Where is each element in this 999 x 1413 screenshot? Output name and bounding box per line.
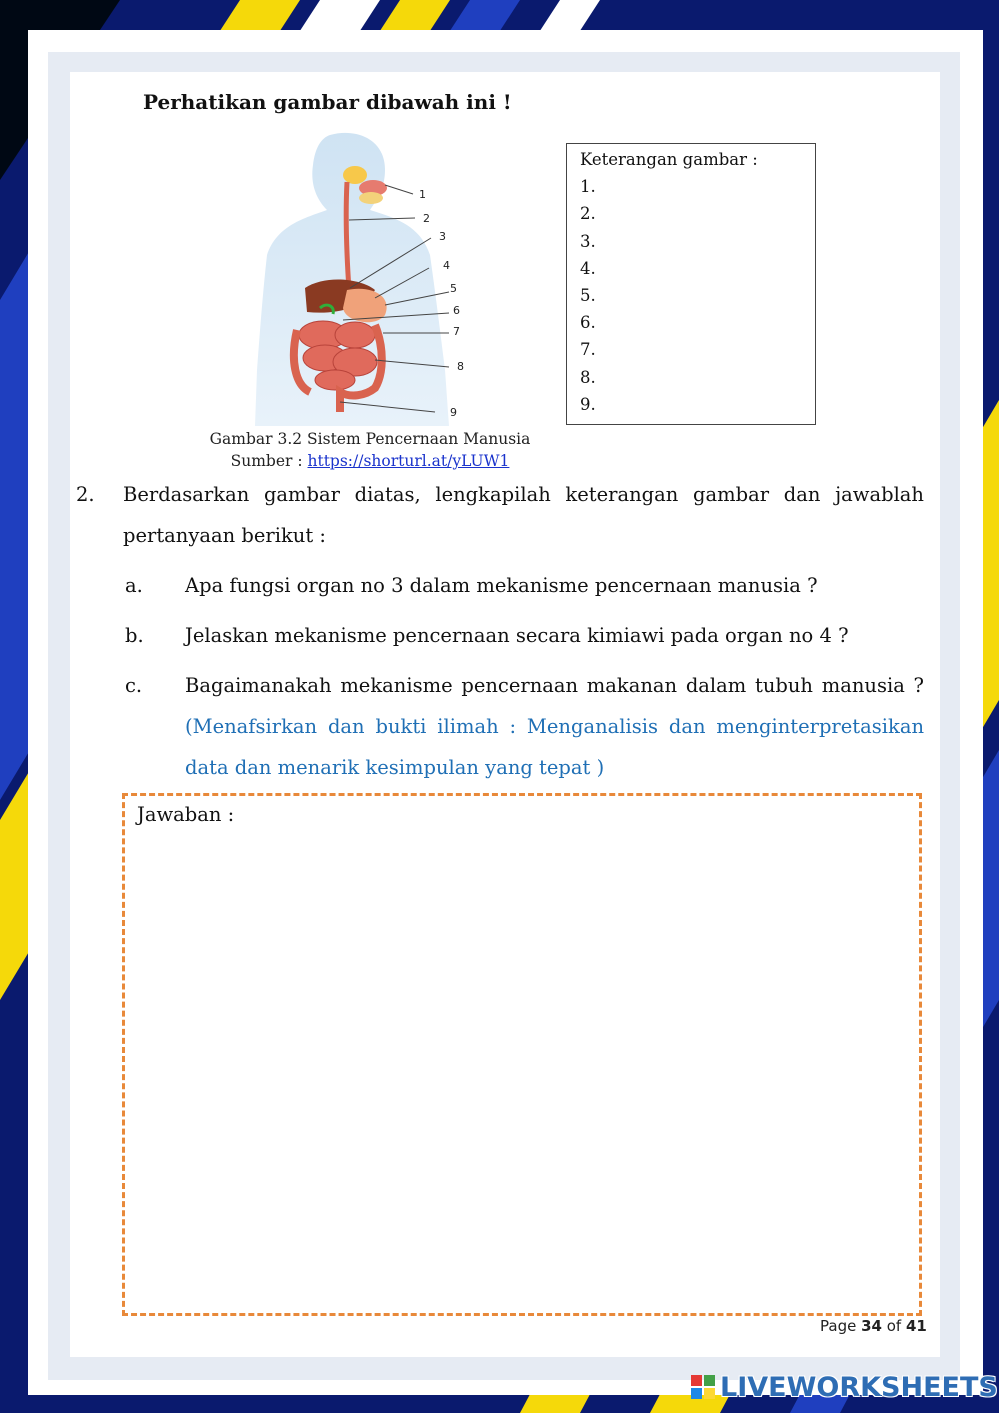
source-prefix: Sumber : [230,452,308,470]
sub-question-text-a: Apa fungsi organ no 3 dalam mekanisme pencernaan manusia ? [185,574,818,597]
legend-item: 8. [580,367,596,387]
page-number [820,1317,927,1335]
legend-item: 7. [580,340,596,360]
skill-note-line2: data dan menarik kesimpulan yang tepat ) [185,756,605,779]
sub-question-label-b: b. [125,624,144,647]
sub-question-label-a: a. [125,574,143,597]
question-number: 2. [76,483,95,506]
legend-box [566,143,816,425]
page-of: of [881,1317,906,1335]
figure-label-4: 4 [443,259,450,272]
legend-item: 2. [580,204,596,224]
figure-label-5: 5 [450,282,457,295]
figure-label-1: 1 [419,188,426,201]
legend-item: 4. [580,258,596,278]
sub-question-text-b: Jelaskan mekanisme pencernaan secara kimiawi pada organ no 4 ? [185,624,849,647]
answer-box[interactable] [122,793,922,1316]
sub-question-label-c: c. [125,674,143,697]
liveworksheets-logo-icon [690,1374,716,1400]
figure-caption [190,428,550,472]
digestive-system-figure [235,130,475,426]
legend-title: Keterangan gambar : [580,150,758,169]
question-text-line1: Berdasarkan gambar diatas, lengkapilah keterangan gambar dan jawablah [123,483,924,506]
legend-item: 1. [580,177,596,197]
answer-label: Jawaban : [137,803,235,826]
legend-item: 9. [580,394,596,414]
figure-label-2: 2 [423,212,430,225]
watermark-text: LIVEWORKSHEETS [720,1371,998,1403]
page-heading: Perhatikan gambar dibawah ini ! [143,90,512,114]
liveworksheets-watermark [690,1370,998,1404]
page-prefix: Page [820,1317,862,1335]
page-current: 34 [861,1317,882,1335]
page-total: 41 [905,1317,927,1335]
figure-label-8: 8 [457,360,464,373]
legend-item: 6. [580,313,596,333]
skill-note-line1: (Menafsirkan dan bukti ilimah : Menganalisis dan menginterpretasikan [185,715,924,738]
figure-label-9: 9 [450,406,457,419]
question-text-line2: pertanyaan berikut : [123,524,326,547]
figure-label-7: 7 [453,325,460,338]
caption-title: Gambar 3.2 Sistem Pencernaan Manusia [209,430,531,448]
figure-label-6: 6 [453,304,460,317]
sub-question-text-c: Bagaimanakah mekanisme pencernaan makanan dalam tubuh manusia ? [185,674,924,697]
caption-source [190,450,550,472]
legend-item: 3. [580,231,596,251]
figure-label-3: 3 [439,230,446,243]
source-link[interactable]: https://shorturl.at/yLUW1 [307,452,510,470]
legend-item: 5. [580,285,596,305]
